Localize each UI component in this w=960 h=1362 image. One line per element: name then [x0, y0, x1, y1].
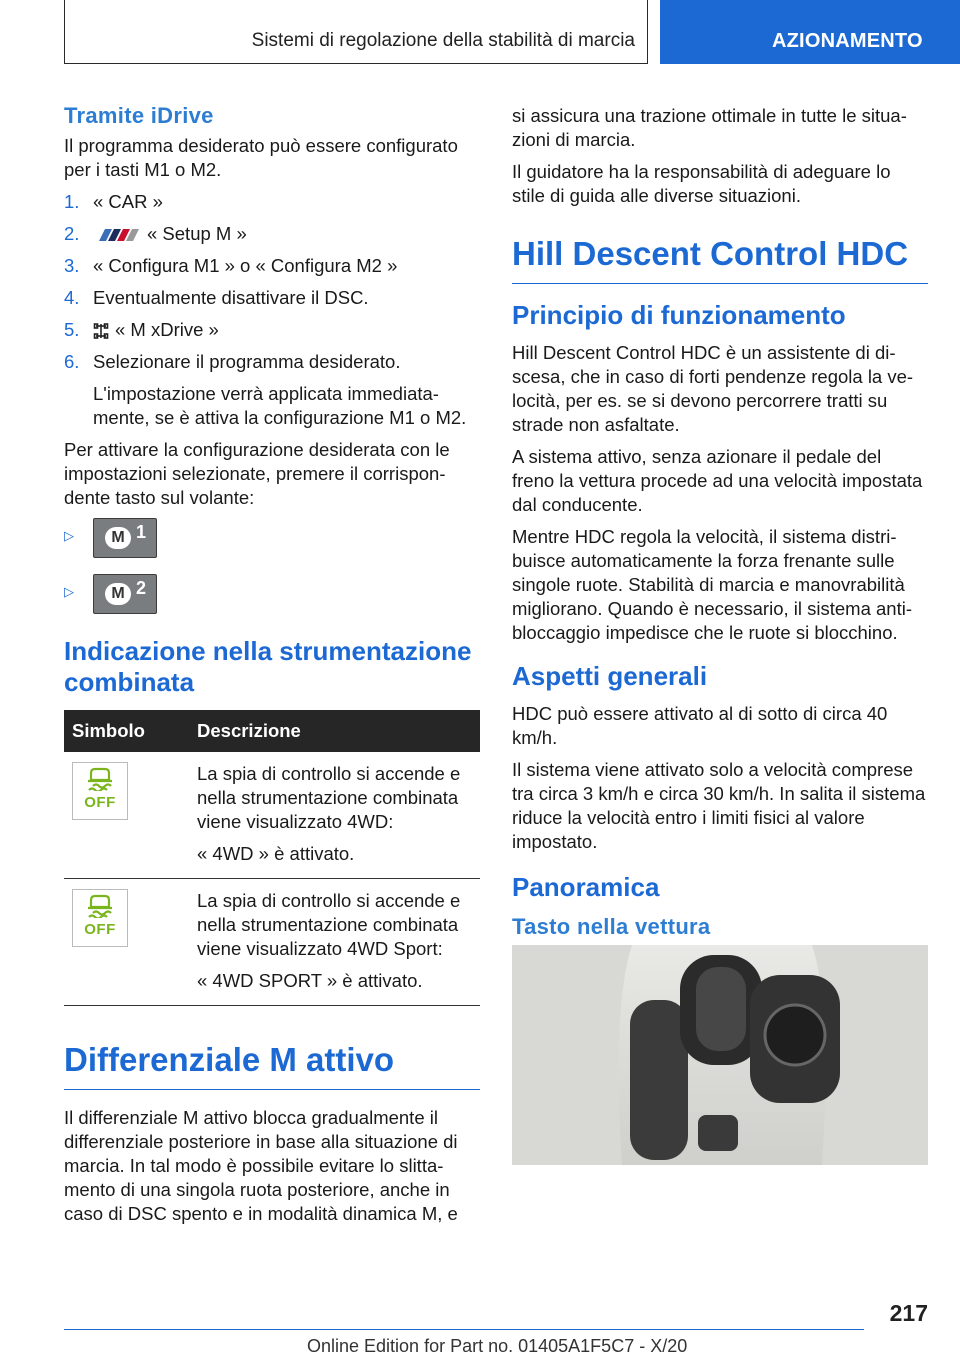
- step-number: 3.: [64, 255, 80, 276]
- xdrive-icon: [93, 322, 109, 340]
- table-header-description: Descrizione: [189, 710, 480, 752]
- 4wd-off-warning-icon: [72, 889, 128, 947]
- display-heading: Indicazione nella strumentazione combinata: [64, 636, 472, 697]
- idrive-heading: Tramite iDrive: [64, 103, 214, 128]
- off-label: OFF: [84, 794, 116, 811]
- header-chapter-tab[interactable]: [660, 0, 960, 64]
- description-cell: [189, 879, 480, 1006]
- m-letter: M: [105, 527, 131, 549]
- general-p2: Il sistema viene attivato solo a velocità comprese tra circa 3 km/h e circa 30 km/h. In salita il sistema riduce la velocità entro i limiti fisici al valore impostato.: [512, 759, 926, 852]
- symbol-cell: [64, 752, 189, 879]
- console-photo: [512, 945, 928, 1165]
- principle-p1: Hill Descent Control HDC è un assistente di discesa, che in caso di forti pendenze regola la velocità, per es. se si devono percorrere tratti su strade non asfaltate.: [512, 342, 914, 435]
- step-number: 2.: [64, 223, 80, 244]
- off-label: OFF: [84, 921, 116, 938]
- step-note: L'impostazione verrà applicata immediatamente, se è attiva la configurazione M1 o M2.: [93, 383, 467, 428]
- steps-list: [64, 190, 480, 430]
- buttons-intro: Per attivare la configurazione desiderata con le impostazioni selezionate, premere il corrispondente tasto sul volante:: [64, 439, 450, 508]
- list-item: [64, 286, 480, 310]
- step-text: Selezionare il programma desiderato.: [93, 351, 401, 372]
- button-heading: Tasto nella vettura: [512, 914, 711, 939]
- bullet-triangle-icon: ▷: [64, 528, 74, 543]
- list-item: [64, 318, 480, 342]
- header-chapter-label: AZIONAMENTO: [772, 30, 923, 52]
- principle-heading: Principio di funzionamento: [512, 300, 846, 330]
- table-row: [64, 752, 480, 879]
- general-heading: Aspetti generali: [512, 661, 708, 691]
- step-text: Eventualmente disattivare il DSC.: [93, 287, 369, 308]
- row-desc: La spia di controllo si accende e nella strumentazione combinata viene visualizzato 4WD Sport:: [197, 890, 461, 959]
- table-header-symbol: Simbolo: [64, 710, 189, 752]
- m-letter: M: [105, 583, 131, 605]
- cont-text-1: si assicura una trazione ottimale in tutte le situazioni di marcia.: [512, 105, 907, 150]
- step-number: 5.: [64, 319, 80, 340]
- step-text: « Setup M »: [147, 223, 247, 244]
- table-row: [64, 879, 480, 1006]
- step-number: 6.: [64, 351, 80, 372]
- cont-text-2: Il guidatore ha la responsabilità di adeguare lo stile di guida alle diverse situazioni.: [512, 161, 891, 206]
- overview-heading: Panoramica: [512, 872, 660, 902]
- step-text: « Configura M1 » o « Configura M2 »: [93, 255, 398, 276]
- bullet-triangle-icon: ▷: [64, 584, 74, 599]
- button-number: 1: [136, 522, 147, 542]
- general-p1: HDC può essere attivato al di sotto di circa 40 km/h.: [512, 703, 888, 748]
- page-number: 217: [889, 1300, 928, 1326]
- symbol-table: [64, 710, 480, 1006]
- 4wd-off-warning-icon: [72, 762, 128, 820]
- diff-heading: Differenziale M attivo: [64, 1040, 480, 1090]
- row-desc-status: « 4WD SPORT » è attivato.: [197, 970, 423, 991]
- m2-button-item: [64, 574, 480, 614]
- row-desc-status: « 4WD » è attivato.: [197, 843, 355, 864]
- diff-text: Il differenziale M attivo blocca gradualmente il differenziale posteriore in base alla situazione di marcia. In tal modo è possibile evitare lo slittamento di una singola ruota posteriore, anche in caso di DSC spento e in modalità dinamica M, e: [64, 1107, 458, 1224]
- principle-p3: Mentre HDC regola la velocità, il sistema distribuisce automaticamente la forza frenante sulle singole ruote. Stabilità di marcia e manovrabilità migliorano. Quando è necessario, il sistema antibloccaggio impedisce che le ruote si blocchino.: [512, 526, 913, 643]
- step-number: 1.: [64, 191, 80, 212]
- footer-divider: [64, 1329, 864, 1330]
- list-item: [64, 222, 480, 246]
- center-console-illustration: [512, 945, 928, 1165]
- step-text: « M xDrive »: [115, 319, 219, 340]
- list-item: [64, 190, 480, 214]
- footer-edition: Online Edition for Part no. 01405A1F5C7 - X/20: [307, 1336, 688, 1356]
- step-number: 4.: [64, 287, 80, 308]
- symbol-cell: [64, 879, 189, 1006]
- right-column: [512, 104, 928, 1165]
- list-item: [64, 254, 480, 278]
- row-desc: La spia di controllo si accende e nella strumentazione combinata viene visualizzato 4WD:: [197, 763, 461, 832]
- m-stripes-icon: [93, 228, 141, 242]
- description-cell: [189, 752, 480, 879]
- m1-steering-button-icon: [93, 518, 157, 558]
- idrive-intro: Il programma desiderato può essere configurato per i tasti M1 o M2.: [64, 135, 458, 180]
- hdc-heading: Hill Descent Control HDC: [512, 234, 928, 284]
- left-column: [64, 104, 480, 1234]
- step-text: « CAR »: [93, 191, 163, 212]
- principle-p2: A sistema attivo, senza azionare il pedale del freno la vettura procede ad una velocità impostata dal conducente.: [512, 446, 923, 515]
- header-section-title: Sistemi di regolazione della stabilità di marcia: [251, 30, 635, 51]
- list-item: [64, 350, 480, 430]
- m2-steering-button-icon: [93, 574, 157, 614]
- header-section-box: [64, 0, 648, 64]
- m1-button-item: [64, 518, 480, 558]
- button-number: 2: [136, 578, 147, 598]
